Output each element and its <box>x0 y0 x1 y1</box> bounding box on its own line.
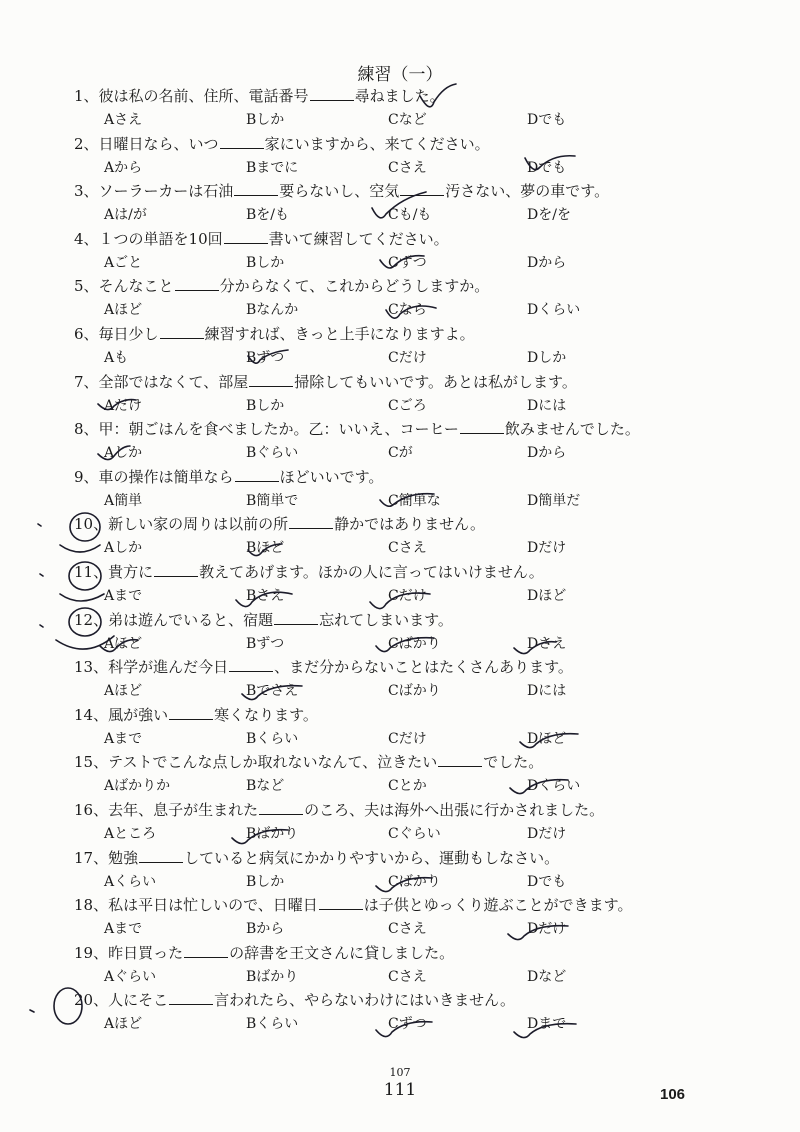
question-number: 15、 <box>74 753 109 771</box>
question-text <box>74 134 490 154</box>
answer-option-a[interactable]: Aしか <box>104 540 143 556</box>
question-stem-before-blank: 弟は遊んでいると、宿題 <box>108 611 274 629</box>
answer-option-d[interactable]: Dなど <box>527 969 567 985</box>
question-text <box>74 276 489 296</box>
answer-option-c[interactable]: Cごろ <box>388 398 427 414</box>
question-stem-after-blank: 教えてあげます。ほかの人に言ってはいけません。 <box>199 563 544 581</box>
question-stem-after-blank: 掃除してもいいです。あとは私がします。 <box>294 373 577 391</box>
question-text <box>74 943 454 963</box>
question-item <box>0 514 800 562</box>
answer-option-c[interactable]: Cだけ <box>388 731 427 747</box>
answer-option-d[interactable]: Dでも <box>527 160 567 176</box>
answer-option-a[interactable]: Aまで <box>104 588 143 604</box>
question-text <box>74 610 453 630</box>
answer-option-b[interactable]: Bしか <box>246 398 285 414</box>
question-stem-before-blank: 甲：朝ごはんを食べましたか。乙：いいえ、コーヒー <box>98 420 459 438</box>
question-number: 10、 <box>74 515 109 533</box>
answer-option-d[interactable]: Dしか <box>527 350 567 366</box>
question-item <box>0 657 800 705</box>
question-item <box>0 848 800 896</box>
answer-option-b[interactable]: Bを/も <box>246 207 290 223</box>
question-item <box>0 276 800 324</box>
answer-option-d[interactable]: Dでも <box>527 874 567 890</box>
corner-page-number: 106 <box>660 1086 686 1103</box>
question-number: 16、 <box>74 801 109 819</box>
answer-option-b[interactable]: Bばかり <box>246 969 299 985</box>
question-number: 3、 <box>74 182 99 200</box>
question-number: 17、 <box>74 849 109 867</box>
answer-option-b[interactable]: Bなんか <box>246 302 299 318</box>
answer-option-a[interactable]: Aほど <box>104 636 143 652</box>
answer-blank[interactable] <box>310 86 354 101</box>
question-text <box>74 467 383 487</box>
answer-option-d[interactable]: Dさえ <box>527 636 567 652</box>
question-stem-before-blank: 風が強い <box>108 706 169 724</box>
question-stem-before-blank: ソーラーカーは石油 <box>98 182 234 200</box>
question-item <box>0 610 800 658</box>
question-stem-after-blank: のころ、夫は海外へ出張に行かされました。 <box>304 801 605 819</box>
answer-blank[interactable] <box>438 752 482 767</box>
answer-option-c[interactable]: Cが <box>388 445 413 461</box>
answer-option-c[interactable]: Cさえ <box>388 160 427 176</box>
answer-option-c[interactable]: Cなら <box>388 302 427 318</box>
answer-blank[interactable] <box>160 324 204 339</box>
page-number: 111 <box>383 1080 417 1100</box>
question-stem-before-blank: 全部ではなくて、部屋 <box>98 373 249 391</box>
answer-option-a[interactable]: Aくらい <box>104 874 157 890</box>
answer-option-b[interactable]: Bぐらい <box>246 445 299 461</box>
answer-option-c[interactable]: Cばかり <box>388 636 441 652</box>
answer-option-c[interactable]: Cとか <box>388 778 427 794</box>
answer-option-a[interactable]: Aほど <box>104 1016 143 1032</box>
question-number: 18、 <box>74 896 109 914</box>
question-item <box>0 895 800 943</box>
answer-option-b[interactable]: Bしか <box>246 255 285 271</box>
question-stem-before-blank: １つの単語を10回 <box>98 230 223 248</box>
answer-option-b[interactable]: B簡単で <box>246 493 299 509</box>
question-text <box>74 800 604 820</box>
question-item <box>0 943 800 991</box>
answer-option-c[interactable]: Cばかり <box>388 874 441 890</box>
question-text <box>74 657 573 677</box>
question-stem-before-blank: 私は平日は忙しいので、日曜日 <box>108 896 318 914</box>
question-number: 7、 <box>74 373 99 391</box>
answer-option-d[interactable]: D簡単だ <box>527 493 581 509</box>
answer-option-a[interactable]: Aさえ <box>104 112 143 128</box>
answer-option-a[interactable]: Aから <box>104 160 143 176</box>
answer-option-d[interactable]: Dほど <box>527 588 567 604</box>
answer-option-c[interactable]: Cずつ <box>388 255 427 271</box>
answer-blank[interactable] <box>139 848 183 863</box>
answer-option-b[interactable]: Bなど <box>246 778 285 794</box>
question-text <box>74 848 559 868</box>
question-stem-middle: 要らないし、空気 <box>279 182 400 200</box>
answer-option-a[interactable]: Aも <box>104 350 129 366</box>
answer-option-d[interactable]: Dを/を <box>527 207 571 223</box>
question-text <box>74 86 445 106</box>
answer-option-b[interactable]: Bほど <box>246 540 285 556</box>
answer-option-a[interactable]: Aぐらい <box>104 969 157 985</box>
answer-option-d[interactable]: Dから <box>527 445 567 461</box>
question-stem-after-blank: 寒くなります。 <box>214 706 318 724</box>
question-stem-before-blank: 去年、息子が生まれた <box>108 801 259 819</box>
question-item <box>0 800 800 848</box>
question-number: 11、 <box>74 563 109 581</box>
answer-blank[interactable] <box>224 229 268 244</box>
answer-option-b[interactable]: Bでさえ <box>246 683 299 699</box>
question-item <box>0 324 800 372</box>
question-stem-before-blank: 科学が進んだ今日 <box>108 658 229 676</box>
answer-option-a[interactable]: Aほど <box>104 683 143 699</box>
question-stem-after-blank: 飲みませんでした。 <box>504 420 640 438</box>
answer-option-c[interactable]: C簡単な <box>388 493 441 509</box>
question-stem-before-blank: そんなこと <box>98 277 174 295</box>
answer-blank[interactable] <box>220 134 264 149</box>
question-text <box>74 229 449 249</box>
question-stem-after-blank: でした。 <box>483 753 544 771</box>
question-number: 12、 <box>74 611 109 629</box>
answer-option-b[interactable]: Bずつ <box>246 636 285 652</box>
answer-blank[interactable] <box>274 610 318 625</box>
answer-option-c[interactable]: Cだけ <box>388 350 427 366</box>
question-item <box>0 86 800 134</box>
answer-option-c[interactable]: Cばかり <box>388 683 441 699</box>
question-stem-after-blank: は子供とゆっくり遊ぶことができます。 <box>363 896 633 914</box>
answer-option-b[interactable]: Bしか <box>246 874 285 890</box>
question-stem-after-blank: 、まだ分からないことはたくさんあります。 <box>274 658 573 676</box>
answer-option-a[interactable]: Aまで <box>104 731 143 747</box>
question-number: 5、 <box>74 277 99 295</box>
answer-option-b[interactable]: Bさえ <box>246 588 285 604</box>
question-text <box>74 372 577 392</box>
question-stem-after-blank: 汚さない、夢の車です。 <box>445 182 610 200</box>
answer-blank[interactable] <box>184 943 228 958</box>
answer-option-a[interactable]: Aしか <box>104 445 143 461</box>
question-item <box>0 229 800 277</box>
question-stem-after-blank: 言われたら、やらないわけにはいきません。 <box>214 991 516 1009</box>
question-stem-after-blank: 家にいますから、来てください。 <box>264 135 490 153</box>
answer-option-a[interactable]: Aは/が <box>104 207 147 223</box>
answer-option-a[interactable]: Aほど <box>104 302 143 318</box>
page-title: 練習（一） <box>357 65 443 85</box>
answer-option-d[interactable]: Dほど <box>527 731 567 747</box>
question-text <box>74 990 515 1010</box>
answer-blank[interactable] <box>234 181 278 196</box>
question-stem-after-blank: 分からなくて、これからどうしますか。 <box>219 277 490 295</box>
answer-option-d[interactable]: Dでも <box>527 112 567 128</box>
answer-blank[interactable] <box>460 419 504 434</box>
answer-option-a[interactable]: Aごと <box>104 255 143 271</box>
question-text <box>74 324 475 344</box>
printed-page-number: 107 <box>389 1066 411 1079</box>
question-stem-before-blank: 人にそこ <box>108 991 169 1009</box>
question-item <box>0 467 800 515</box>
question-text <box>74 705 318 725</box>
answer-option-a[interactable]: Aばかりか <box>104 778 171 794</box>
answer-option-d[interactable]: Dだけ <box>527 921 567 937</box>
answer-option-c[interactable]: Cぐらい <box>388 826 441 842</box>
question-stem-after-blank: 書いて練習してください。 <box>268 230 449 248</box>
answer-blank[interactable] <box>169 705 213 720</box>
question-item <box>0 705 800 753</box>
answer-option-d[interactable]: Dくらい <box>527 778 581 794</box>
answer-blank[interactable] <box>175 276 219 291</box>
question-stem-after-blank: の辞書を王文さんに貸しました。 <box>229 944 455 962</box>
question-stem-before-blank: 昨日買った <box>108 944 184 962</box>
question-number: 20、 <box>74 991 109 1009</box>
question-number: 6、 <box>74 325 99 343</box>
answer-option-d[interactable]: Dだけ <box>527 540 567 556</box>
answer-option-b[interactable]: Bくらい <box>246 731 299 747</box>
question-stem-before-blank: 毎日少し <box>98 325 159 343</box>
question-stem-before-blank: 彼は私の名前、住所、電話番号 <box>98 87 309 105</box>
question-stem-before-blank: 貴方に <box>108 563 154 581</box>
question-number: 9、 <box>74 468 99 486</box>
answer-blank[interactable] <box>319 895 363 910</box>
answer-option-b[interactable]: Bしか <box>246 112 285 128</box>
question-item <box>0 752 800 800</box>
answer-option-d[interactable]: Dだけ <box>527 826 567 842</box>
answer-option-b[interactable]: Bまでに <box>246 160 299 176</box>
answer-option-c[interactable]: Cだけ <box>388 588 427 604</box>
question-stem-after-blank: 静かではありません。 <box>334 515 486 533</box>
question-number: 8、 <box>74 420 99 438</box>
question-stem-before-blank: 日曜日なら、いつ <box>98 135 219 153</box>
question-stem-after-blank: していると病気にかかりやすいから、運動もしなさい。 <box>184 849 560 867</box>
answer-blank[interactable] <box>235 467 279 482</box>
question-stem-after-blank: 忘れてしまいます。 <box>319 611 453 629</box>
answer-option-a[interactable]: Aまで <box>104 921 143 937</box>
question-stem-after-blank: ほどいいです。 <box>279 468 384 486</box>
answer-option-a[interactable]: Aところ <box>104 826 157 842</box>
answer-blank[interactable] <box>259 800 303 815</box>
question-item <box>0 372 800 420</box>
answer-option-d[interactable]: Dには <box>527 683 567 699</box>
answer-option-a[interactable]: A簡単 <box>104 493 143 509</box>
question-number: 19、 <box>74 944 109 962</box>
answer-option-d[interactable]: Dまで <box>527 1016 567 1032</box>
question-item <box>0 181 800 229</box>
answer-option-a[interactable]: Aだけ <box>104 398 143 414</box>
answer-blank[interactable] <box>169 990 213 1005</box>
answer-option-c[interactable]: Cずつ <box>388 1016 427 1032</box>
answer-option-c[interactable]: Cなど <box>388 112 427 128</box>
question-text <box>74 181 609 201</box>
answer-option-c[interactable]: Cも/も <box>388 207 432 223</box>
question-number: 4、 <box>74 230 99 248</box>
answer-option-b[interactable]: Bばかり <box>246 826 299 842</box>
question-number: 14、 <box>74 706 109 724</box>
answer-option-c[interactable]: Cさえ <box>388 540 427 556</box>
question-number: 2、 <box>74 135 99 153</box>
question-text <box>74 562 544 582</box>
question-stem-before-blank: 新しい家の周りは以前の所 <box>108 515 289 533</box>
question-item <box>0 134 800 182</box>
question-text <box>74 419 640 439</box>
answer-option-c[interactable]: Cさえ <box>388 921 427 937</box>
answer-blank[interactable] <box>289 514 333 529</box>
question-stem-after-blank: 尋ねました。 <box>354 87 445 105</box>
question-stem-after-blank: 練習すれば、きっと上手になりますよ。 <box>204 325 475 343</box>
answer-blank[interactable] <box>154 562 198 577</box>
question-text <box>74 895 632 915</box>
question-stem-before-blank: テストでこんな点しか取れないなんて、泣きたい <box>108 753 438 771</box>
answer-option-d[interactable]: Dには <box>527 398 567 414</box>
question-item <box>0 419 800 467</box>
answer-option-b[interactable]: Bずつ <box>246 350 285 366</box>
answer-option-c[interactable]: Cさえ <box>388 969 427 985</box>
question-text <box>74 752 543 772</box>
answer-option-b[interactable]: Bくらい <box>246 1016 299 1032</box>
question-stem-before-blank: 車の操作は簡単なら <box>98 468 234 486</box>
answer-option-b[interactable]: Bから <box>246 921 285 937</box>
answer-option-d[interactable]: Dから <box>527 255 567 271</box>
question-number: 1、 <box>74 87 99 105</box>
question-number: 13、 <box>74 658 109 676</box>
answer-blank[interactable] <box>400 181 444 196</box>
question-stem-before-blank: 勉強 <box>108 849 139 867</box>
answer-option-d[interactable]: Dくらい <box>527 302 581 318</box>
question-item <box>0 990 800 1038</box>
answer-blank[interactable] <box>229 657 273 672</box>
answer-blank[interactable] <box>249 372 293 387</box>
question-text <box>74 514 485 534</box>
question-item <box>0 562 800 610</box>
